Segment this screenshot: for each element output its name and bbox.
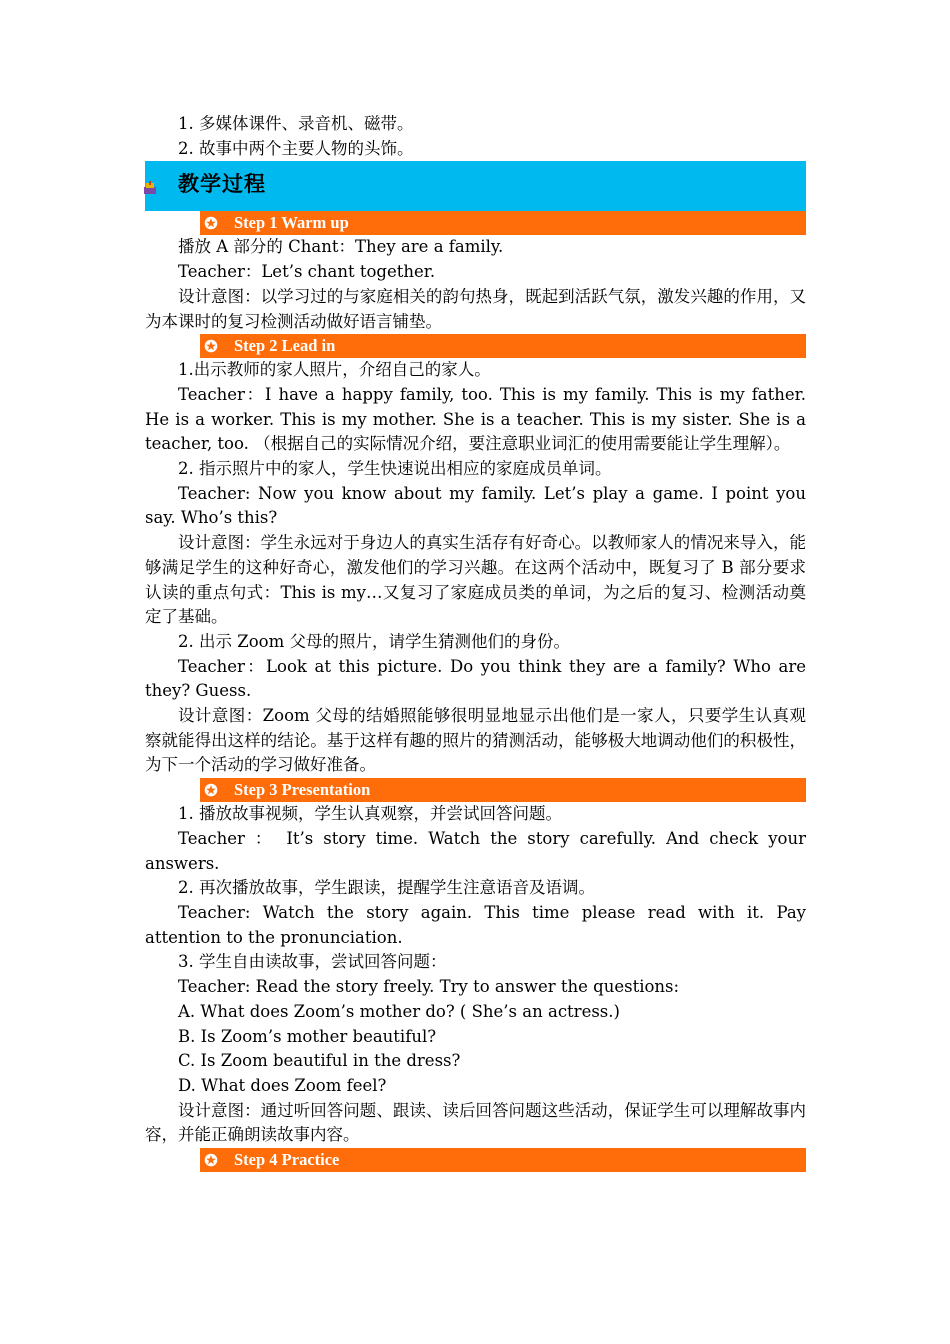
step-3-line-3: 2. 再次播放故事，学生跟读，提醒学生注意语音及语调。: [178, 878, 595, 898]
prep-item-2: 2. 故事中两个主要人物的头饰。: [178, 138, 414, 158]
question-b: B. Is Zoom’s mother beautiful?: [178, 1026, 437, 1046]
step-2-line-2: Teacher：I have a happy family, too. This is my family. This is my father. He is a worker. This is my mother. She is a teacher. This is my sister. She is a teacher, too. （根据自己的实际情况介绍，要注意职业词汇的使用需要能让学生理解）。: [145, 384, 806, 454]
step-3-line-1: 1. 播放故事视频，学生认真观察，并尝试回答问题。: [178, 804, 562, 824]
step-2-line-1: 1.出示教师的家人照片，介绍自己的家人。: [178, 360, 491, 380]
step-3-design-intent: 设计意图：通过听回答问题、跟读、读后回答问题这些活动，保证学生可以理解故事内容，并能正确朗读故事内容。: [145, 1100, 806, 1145]
step-3-title: Step 3 Presentation: [234, 780, 371, 800]
question-d: D. What does Zoom feel?: [178, 1075, 387, 1095]
step-3-header: [200, 778, 806, 802]
step-2-title: Step 2 Lead in: [234, 336, 336, 356]
star-circle-icon: [204, 216, 218, 230]
question-a: A. What does Zoom’s mother do? ( She’s an actress.): [178, 1001, 620, 1021]
step-1-title: Step 1 Warm up: [234, 213, 349, 233]
step-4-title: Step 4 Practice: [234, 1150, 340, 1170]
star-circle-icon: [204, 783, 218, 797]
step-4-header: [200, 1148, 806, 1172]
document-page: [145, 112, 806, 1172]
step-1-header: [200, 211, 806, 235]
step-3-line-5: 3. 学生自由读故事，尝试回答问题：: [178, 952, 447, 972]
step-2-line-6: 2. 出示 Zoom 父母的照片，请学生猜测他们的身份。: [178, 631, 570, 651]
section-header: [145, 161, 806, 211]
step-2-design-intent-1: 设计意图：学生永远对于身边人的真实生活存有好奇心。以教师家人的情况来导入，能够满足学生的这种好奇心，激发他们的学习兴趣。在这两个活动中，既复习了 B 部分要求认读的重点句式：This is my…又复习了家庭成员类的单词，为之后的复习、检测活动奠定了基础。: [145, 533, 806, 627]
step-1-design-intent: 设计意图：以学习过的与家庭相关的韵句热身，既起到活跃气氛，激发兴趣的作用，又为本课时的复习检测活动做好语言铺垫。: [145, 286, 806, 331]
step-1-line-2: Teacher：Let’s chant together.: [178, 262, 436, 282]
question-c: C. Is Zoom beautiful in the dress?: [178, 1051, 461, 1071]
star-circle-icon: [204, 1153, 218, 1167]
step-3-line-6: Teacher: Read the story freely. Try to answer the questions:: [178, 977, 680, 997]
step-2-header: [200, 334, 806, 358]
step-2-line-7: Teacher：Look at this picture. Do you think they are a family? Who are they? Guess.: [145, 656, 806, 701]
step-1-line-1: 播放 A 部分的 Chant：They are a family.: [178, 237, 504, 257]
step-2-line-4: Teacher: Now you know about my family. Let’s play a game. I point you say. Who’s this?: [145, 483, 806, 528]
step-2-design-intent-2: 设计意图：Zoom 父母的结婚照能够很明显地显示出他们是一家人，只要学生认真观察就能得出这样的结论。基于这样有趣的照片的猜测活动，能够极大地调动他们的积极性，为下一个活动的学习做好准备。: [145, 706, 806, 775]
prep-item-1: 1. 多媒体课件、录音机、磁带。: [178, 114, 414, 133]
step-3-line-2: Teacher ： It’s story time. Watch the story carefully. And check your answers.: [145, 828, 806, 873]
bullet-book-icon: [143, 181, 157, 195]
section-title: 教学过程: [178, 172, 266, 197]
step-2-line-3: 2. 指示照片中的家人，学生快速说出相应的家庭成员单词。: [178, 459, 612, 479]
star-circle-icon: [204, 339, 218, 353]
step-3-line-4: Teacher: Watch the story again. This time please read with it. Pay attention to the pronunciation.: [145, 902, 806, 947]
